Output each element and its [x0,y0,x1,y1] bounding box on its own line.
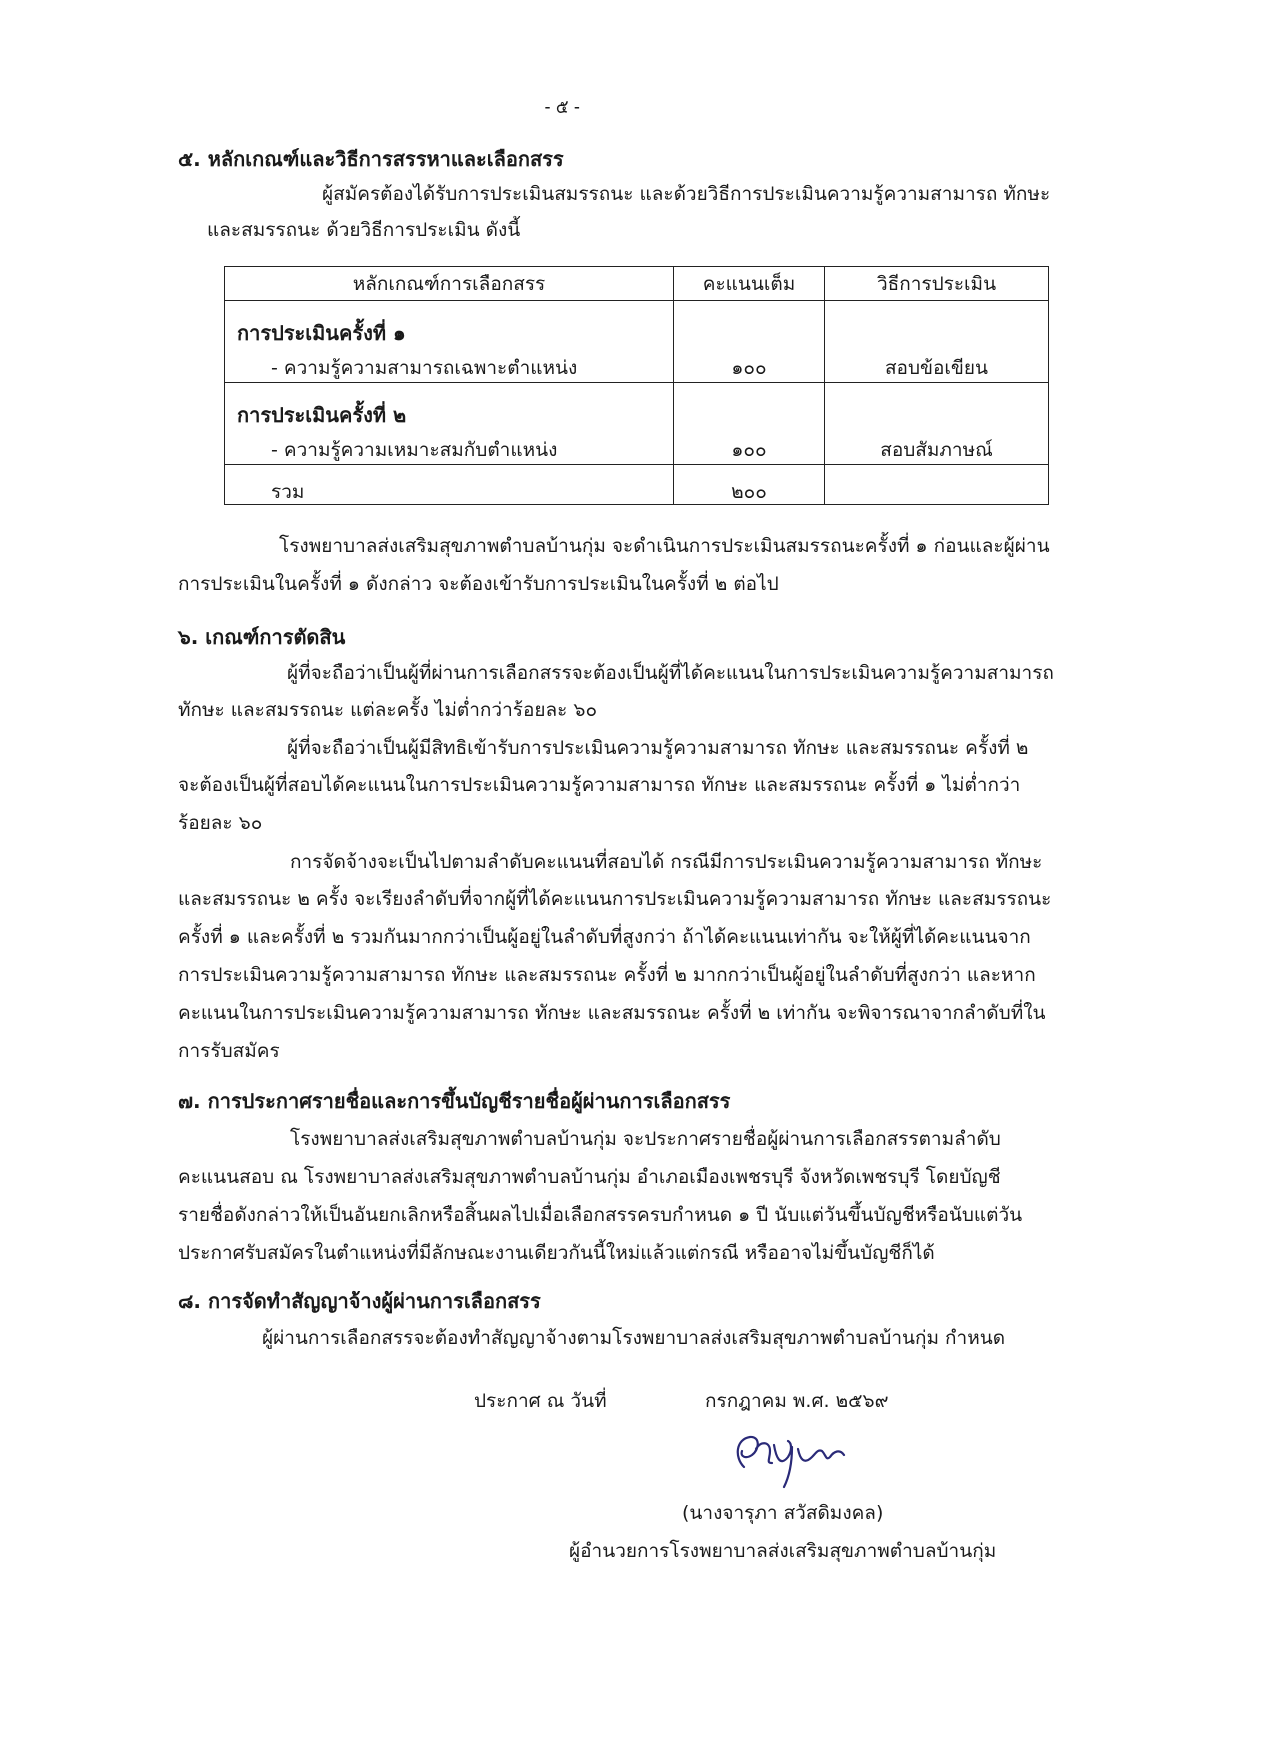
table-row [225,301,1049,383]
section-6-para-1-line-2: ทักษะ และสมรรถนะ แต่ละครั้ง ไม่ต่ำกว่าร้อยละ ๖๐ [178,699,598,721]
total-label: รวม [271,481,305,503]
section-7-line-3: รายชื่อดังกล่าวให้เป็นอันยกเลิกหรือสิ้นผลไปเมื่อเลือกสรรครบกำหนด ๑ ปี นับแต่วันขึ้นบัญชีหรือนับแต่วัน [178,1204,1023,1226]
round-1-score: ๑๐๐ [731,357,767,379]
section-6-para-3-line-6: การรับสมัคร [178,1040,280,1062]
section-6-para-3-line-3: ครั้งที่ ๑ และครั้งที่ ๒ รวมกันมากกว่าเป็นผู้อยู่ในลำดับที่สูงกว่า ถ้าได้คะแนนเท่ากัน จะให้ผู้ที่ได้คะแนนจาก [178,926,1031,948]
section-5-line-2: และสมรรถนะ ด้วยวิธีการประเมิน ดังนี้ [207,219,521,241]
section-6-heading: ๖. เกณฑ์การตัดสิน [178,625,346,649]
round-1-title: การประเมินครั้งที่ ๑ [237,321,406,345]
section-5-line-1: ผู้สมัครต้องได้รับการประเมินสมรรถนะ และด้วยวิธีการประเมินความรู้ความสามารถ ทักษะ [322,183,1051,205]
section-7-line-1: โรงพยาบาลส่งเสริมสุขภาพตำบลบ้านกุ่ม จะประกาศรายชื่อผู้ผ่านการเลือกสรรตามลำดับ [290,1128,1001,1150]
section-6-para-2-line-3: ร้อยละ ๖๐ [178,812,263,834]
total-score: ๒๐๐ [731,481,767,503]
page-number: - ๕ - [544,96,580,118]
header-full-score: คะแนนเต็ม [674,267,825,301]
section-6-para-3-line-4: การประเมินความรู้ความสามารถ ทักษะ และสมรรถนะ ครั้งที่ ๒ มากกว่าเป็นผู้อยู่ในลำดับที่สูงกว่า และหาก [178,964,1036,986]
handwritten-signature [726,1427,876,1497]
section-6-para-3-line-1: การจัดจ้างจะเป็นไปตามลำดับคะแนนที่สอบได้ กรณีมีการประเมินความรู้ความสามารถ ทักษะ [290,851,1043,873]
section-6-para-1-line-1: ผู้ที่จะถือว่าเป็นผู้ที่ผ่านการเลือกสรรจะต้องเป็นผู้ที่ได้คะแนนในการประเมินความรู้ความสามารถ [287,662,1054,684]
section-7-line-2: คะแนนสอบ ณ โรงพยาบาลส่งเสริมสุขภาพตำบลบ้านกุ่ม อำเภอเมืองเพชรบุรี จังหวัดเพชรบุรี โดยบัญชี [178,1166,1001,1188]
section-6-para-3-line-5: คะแนนในการประเมินความรู้ความสามารถ ทักษะ และสมรรถนะ ครั้งที่ ๒ เท่ากัน จะพิจารณาจากลำดับที่ใน [178,1002,1046,1024]
section-6-para-2-line-2: จะต้องเป็นผู้ที่สอบได้คะแนนในการประเมินความรู้ความสามารถ ทักษะ และสมรรถนะ ครั้งที่ ๑ ไม่ต่ำกว่า [178,774,1021,796]
announce-date: กรกฎาคม พ.ศ. ๒๕๖๙ [705,1390,889,1412]
criteria-table [224,266,1049,505]
table-row [225,383,1049,465]
signer-name: (นางจารุภา สวัสดิมงคล) [682,1502,884,1524]
after-table-line-1: โรงพยาบาลส่งเสริมสุขภาพตำบลบ้านกุ่ม จะดำเนินการประเมินสมรรถนะครั้งที่ ๑ ก่อนและผู้ผ่าน [279,535,1050,557]
round-2-title: การประเมินครั้งที่ ๒ [237,403,407,427]
section-7-heading: ๗. การประกาศรายชื่อและการขึ้นบัญชีรายชื่อผู้ผ่านการเลือกสรร [178,1089,731,1113]
after-table-line-2: การประเมินในครั้งที่ ๑ ดังกล่าว จะต้องเข้ารับการประเมินในครั้งที่ ๒ ต่อไป [178,573,779,595]
section-8-line-1: ผู้ผ่านการเลือกสรรจะต้องทำสัญญาจ้างตามโรงพยาบาลส่งเสริมสุขภาพตำบลบ้านกุ่ม กำหนด [262,1327,1006,1349]
announce-date-prefix: ประกาศ ณ วันที่ [474,1390,607,1412]
section-7-line-4: ประกาศรับสมัครในตำแหน่งที่มีลักษณะงานเดียวกันนี้ใหม่แล้วแต่กรณี หรืออาจไม่ขึ้นบัญชีก็ได้ [178,1242,935,1264]
section-8-heading: ๘. การจัดทำสัญญาจ้างผู้ผ่านการเลือกสรร [178,1289,541,1313]
table-total-row [225,465,1049,505]
round-2-item: - ความรู้ความเหมาะสมกับตำแหน่ง [271,439,558,461]
header-criteria: หลักเกณฑ์การเลือกสรร [225,267,674,301]
table-header-row [225,267,1049,301]
section-5-heading: ๕. หลักเกณฑ์และวิธีการสรรหาและเลือกสรร [178,147,564,171]
round-1-method: สอบข้อเขียน [884,357,989,379]
round-1-item: - ความรู้ความสามารถเฉพาะตำแหน่ง [271,357,578,379]
round-2-score: ๑๐๐ [731,439,767,461]
round-2-method: สอบสัมภาษณ์ [880,439,993,461]
section-6-para-3-line-2: และสมรรถนะ ๒ ครั้ง จะเรียงลำดับที่จากผู้ที่ได้คะแนนการประเมินความรู้ความสามารถ ทักษะ และสมรรถนะ [178,888,1052,910]
section-6-para-2-line-1: ผู้ที่จะถือว่าเป็นผู้มีสิทธิเข้ารับการประเมินความรู้ความสามารถ ทักษะ และสมรรถนะ ครั้งที่ ๒ [287,737,1029,759]
signer-title: ผู้อำนวยการโรงพยาบาลส่งเสริมสุขภาพตำบลบ้านกุ่ม [569,1540,997,1562]
header-method: วิธีการประเมิน [825,267,1049,301]
